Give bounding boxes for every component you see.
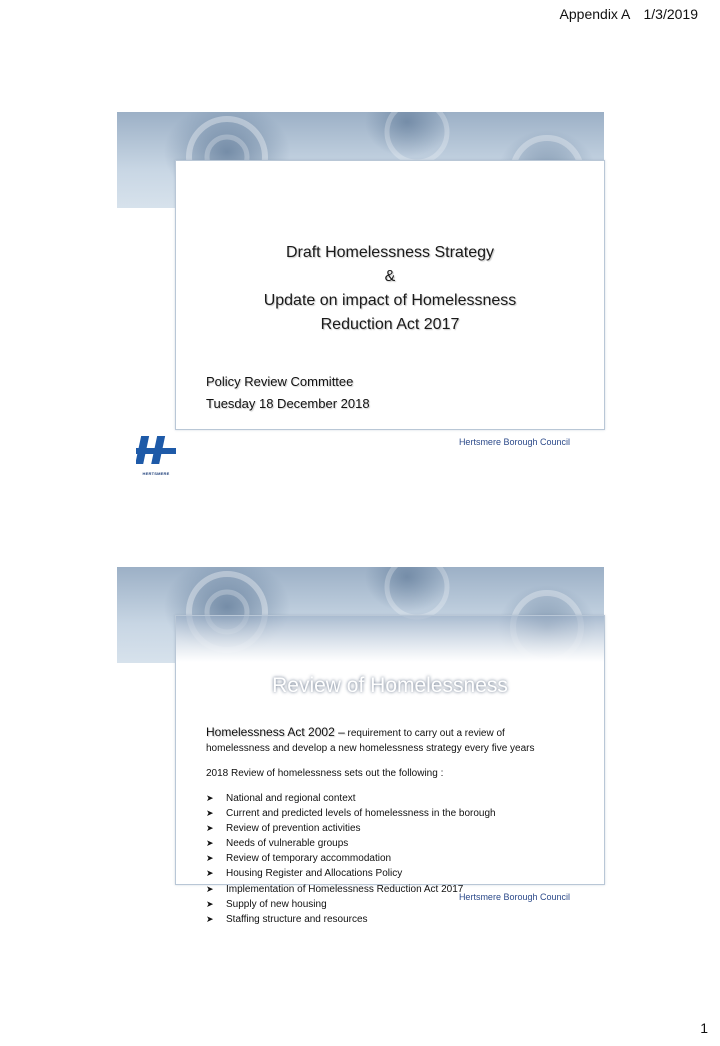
committee-name: Policy Review Committee bbox=[206, 374, 354, 389]
header-date: 1/3/2019 bbox=[643, 6, 698, 22]
arrow-bullet-icon: ➤ bbox=[206, 808, 214, 819]
list-item-text: National and regional context bbox=[226, 793, 356, 804]
list-item bbox=[206, 836, 596, 851]
hertsmere-logo-icon bbox=[136, 432, 176, 472]
arrow-bullet-icon: ➤ bbox=[206, 913, 214, 924]
list-item bbox=[206, 866, 596, 881]
list-item-text: Staffing structure and resources bbox=[226, 913, 368, 925]
list-item bbox=[206, 806, 596, 821]
act-description-end: homelessness and develop a new homelessness strategy every five years bbox=[206, 743, 535, 754]
arrow-bullet-icon: ➤ bbox=[206, 838, 214, 849]
slide-footer: Hertsmere Borough Council bbox=[458, 437, 570, 447]
slide-2 bbox=[117, 567, 604, 925]
arrow-bullet-icon: ➤ bbox=[206, 898, 214, 909]
slide-card bbox=[175, 160, 605, 430]
list-item-text: Housing Register and Allocations Policy bbox=[226, 868, 403, 880]
list-item-text: Implementation of Homelessness Reduction Act 2017 bbox=[226, 883, 464, 895]
title-line: Draft Homelessness Strategy bbox=[285, 244, 495, 261]
review-list bbox=[206, 791, 596, 927]
logo-text: HERTSMERE bbox=[142, 471, 170, 476]
list-item-text: Review of temporary accommodation bbox=[226, 853, 392, 865]
act-description-start: requirement to carry out a review of bbox=[347, 728, 505, 739]
arrow-bullet-icon: ➤ bbox=[206, 883, 214, 894]
list-item-text: Supply of new housing bbox=[226, 898, 327, 910]
arrow-bullet-icon: ➤ bbox=[206, 853, 214, 864]
page-header bbox=[560, 6, 698, 22]
arrow-bullet-icon: ➤ bbox=[206, 868, 214, 879]
slide-title: Review of Homelessness bbox=[272, 674, 508, 697]
arrow-bullet-icon: ➤ bbox=[206, 793, 214, 803]
appendix-label: Appendix A bbox=[559, 6, 630, 22]
list-item bbox=[206, 912, 596, 927]
list-item bbox=[206, 791, 596, 806]
page-number: 1 bbox=[700, 1020, 708, 1036]
arrow-bullet-icon: ➤ bbox=[206, 823, 214, 834]
list-item-text: Needs of vulnerable groups bbox=[226, 838, 349, 850]
act-description bbox=[206, 725, 596, 741]
list-item bbox=[206, 851, 596, 866]
title-line: Reduction Act 2017 bbox=[320, 316, 460, 333]
list-item-text: Current and predicted levels of homelessness in the borough bbox=[226, 808, 496, 820]
title-line: & bbox=[384, 268, 396, 285]
slide-1 bbox=[117, 112, 604, 447]
slide-footer: Hertsmere Borough Council bbox=[458, 892, 570, 902]
meeting-date: Tuesday 18 December 2018 bbox=[206, 396, 370, 411]
act-name: Homelessness Act 2002 – bbox=[206, 725, 345, 739]
title-line: Update on impact of Homelessness bbox=[263, 292, 517, 309]
list-item bbox=[206, 821, 596, 836]
review-intro: 2018 Review of homelessness sets out the following : bbox=[206, 768, 444, 779]
slide-title bbox=[176, 241, 604, 337]
list-item-text: Review of prevention activities bbox=[226, 823, 361, 835]
slide-meta bbox=[206, 371, 370, 415]
